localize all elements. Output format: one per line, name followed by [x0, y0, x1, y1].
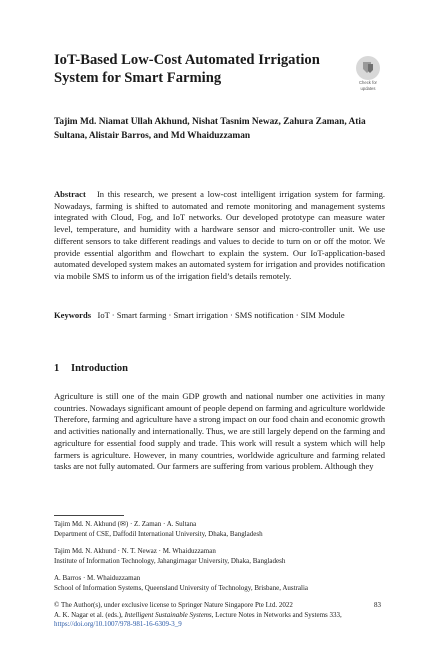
abstract-text: In this research, we present a low-cost intelligent irrigation system for farming. Nowadays, farming is shifted to automated and remote monitoring and management systems integrated with Cloud, Fog, and IoT networks. Our developed prototype can measure water level, temperature, and humidity with a hardware sensor and micro-controller unit. We use different sensors to take different readings and values to decide to turn on or off the motor. We provide essential algorithm and flowchart to explain the system. Our IoT-application-based automated developed system makes an automated system for irrigation and provides notification via mobile SMS to inform us of the irrigation field’s details remotely. [54, 189, 385, 281]
footnote-divider [54, 515, 124, 516]
page-number: 83 [374, 601, 381, 609]
footnote-affiliation [54, 547, 385, 566]
footnote-names: Tajim Md. N. Akhund (✉) · Z. Zaman · A. Sultana [54, 520, 197, 528]
footnote-affiliation [54, 520, 385, 539]
footnote-affiliation [54, 574, 385, 593]
footnote-institution: Institute of Information Technology, Jahangirnagar University, Dhaka, Bangladesh [54, 556, 286, 565]
badge-line-1: Check for [359, 80, 377, 85]
section-number: 1 [54, 363, 60, 374]
keywords-text: IoT · Smart farming · Smart irrigation · SMS notification · SIM Module [97, 310, 345, 320]
footnote-institution: Department of CSE, Daffodil International University, Dhaka, Bangladesh [54, 529, 263, 538]
footnote-names: Tajim Md. N. Akhund · N. T. Newaz · M. Whaiduzzaman [54, 547, 216, 555]
check-for-updates-badge[interactable] [353, 56, 383, 90]
copyright-footer [54, 601, 354, 630]
series-info: , Lecture Notes in Networks and Systems 333, [211, 610, 342, 619]
copyright-line: © The Author(s), under exclusive license to Springer Nature Singapore Pte Ltd. 2022 [54, 601, 293, 609]
section-title: Introduction [71, 363, 128, 374]
check-for-updates-icon [356, 56, 380, 80]
introduction-paragraph: Agriculture is still one of the main GDP growth and national number one activities in many countries. Nowadays significant amount of people depend on farming and agriculture worldwide Therefore, farming and agriculture have a strong impact on our food chain and economic growth and activities nationally and internationally. Thus, we are still largely depend on the farming and agriculture for essential food supply and trade. This work will result a system which will help farmers is agriculture. However, in many countries, worldwide agriculture and farming related tasks are not fully automated. Our farmers are suffering from various problem. Although they [54, 391, 385, 472]
keywords-label: Keywords [54, 310, 92, 320]
citation-editors: A. K. Nagar et al. (eds.), [54, 610, 123, 619]
footnote-names: A. Barros · M. Whaiduzzaman [54, 574, 141, 582]
doi-link[interactable]: https://doi.org/10.1007/978-981-16-6309-3_9 [54, 620, 182, 628]
section-heading [54, 362, 384, 375]
paper-title: IoT-Based Low-Cost Automated Irrigation System for Smart Farming [54, 52, 320, 86]
footnote-institution: School of Information Systems, Queensland University of Technology, Brisbane, Australia [54, 583, 308, 592]
abstract [54, 189, 385, 283]
book-title: Intelligent Sustainable Systems [124, 610, 212, 619]
author-list: Tajim Md. Niamat Ullah Akhund, Nishat Tasnim Newaz, Zahura Zaman, Atia Sultana, Alistair Barros, and Md Whaiduzzaman [54, 117, 366, 141]
keywords [54, 310, 385, 322]
citation-line [54, 611, 354, 630]
badge-line-2: updates [360, 85, 376, 91]
abstract-label: Abstract [54, 189, 86, 199]
